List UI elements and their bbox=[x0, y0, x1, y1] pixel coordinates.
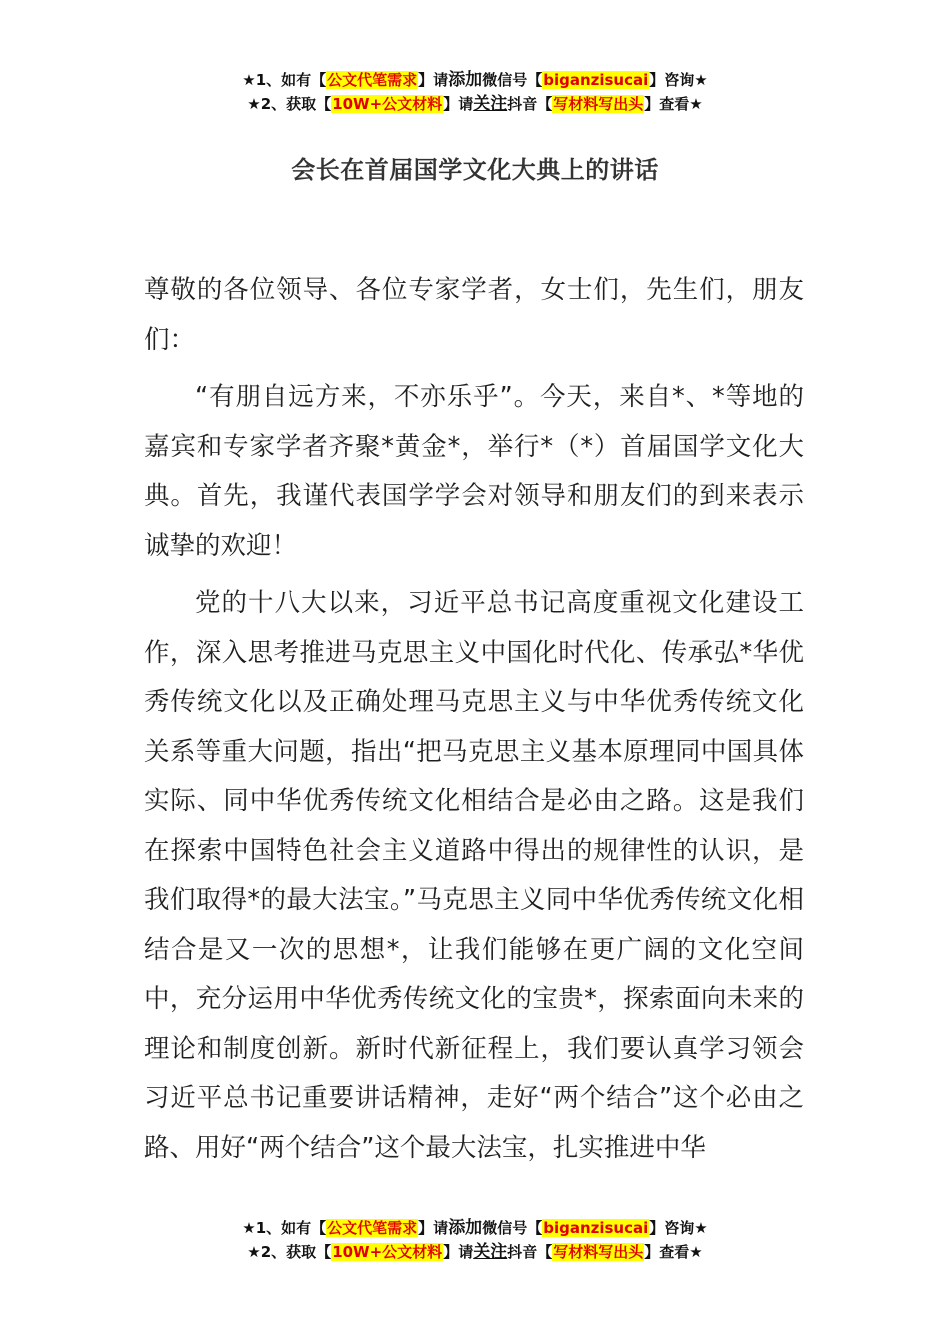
banner-emphasis: 添加 bbox=[448, 70, 483, 90]
highlight-wechat-id: biganzisucai bbox=[543, 1219, 649, 1237]
document-title: 会长在首届国学文化大典上的讲话 bbox=[291, 156, 659, 184]
paragraph-welcome: “有朋自远方来，不亦乐乎”。今天，来自*、*等地的嘉宾和专家学者齐聚*黄金*，举行*（*）首届国学文化大典。首先，我谨代表国学学会对领导和朋友们的到来表示诚挚的欢迎！ bbox=[144, 382, 804, 561]
banner-text: 微信号【 bbox=[482, 71, 543, 89]
footer-banner bbox=[0, 1216, 950, 1264]
paragraph-main: 党的十八大以来，习近平总书记高度重视文化建设工作，深入思考推进马克思主义中国化时代化、传承弘*华优秀传统文化以及正确处理马克思主义与中华优秀传统文化关系等重大问题，指出“把马克思主义基本原理同中国具体实际、同中华优秀传统文化相结合是必由之路。这是我们在探索中国特色社会主义道路中得出的规律性的认识，是我们取得*的最大法宝。”马克思主义同中华优秀传统文化相结合是又一次的思想*，让我们能够在更广阔的文化空间中，充分运用中华优秀传统文化的宝贵*，探索面向未来的理论和制度创新。新时代新征程上，我们要认真学习领会习近平总书记重要讲话精神，走好“两个结合”这个必由之路、用好“两个结合”这个最大法宝，扎实推进中华 bbox=[144, 588, 804, 1163]
star-icon: ★ bbox=[689, 1243, 703, 1261]
star-icon: ★ bbox=[247, 1243, 261, 1261]
highlight-materials: 10W+公文材料 bbox=[332, 1243, 443, 1261]
banner-text: 1、如有【 bbox=[255, 71, 327, 89]
banner-text: 】请 bbox=[443, 95, 474, 113]
star-icon: ★ bbox=[689, 95, 703, 113]
banner-line-2 bbox=[0, 92, 950, 116]
banner-line-2 bbox=[0, 1240, 950, 1264]
star-icon: ★ bbox=[694, 1219, 708, 1237]
highlight-materials: 10W+公文材料 bbox=[332, 95, 443, 113]
highlight-wechat-id: biganzisucai bbox=[543, 71, 649, 89]
banner-emphasis: 添加 bbox=[448, 1218, 483, 1238]
star-icon: ★ bbox=[242, 1219, 256, 1237]
highlight-service: 公文代笔需求 bbox=[327, 1219, 418, 1237]
banner-text: 抖音【 bbox=[507, 1243, 553, 1261]
highlight-service: 公文代笔需求 bbox=[327, 71, 418, 89]
banner-emphasis: 关注 bbox=[473, 94, 508, 114]
highlight-douyin-id: 写材料写出头 bbox=[553, 95, 644, 113]
banner-line-1 bbox=[0, 1216, 950, 1240]
banner-text: 2、获取【 bbox=[260, 95, 332, 113]
star-icon: ★ bbox=[247, 95, 261, 113]
star-icon: ★ bbox=[694, 71, 708, 89]
banner-text: 抖音【 bbox=[507, 95, 553, 113]
banner-text: 】请 bbox=[418, 1219, 449, 1237]
banner-text: 1、如有【 bbox=[255, 1219, 327, 1237]
banner-emphasis: 关注 bbox=[473, 1242, 508, 1262]
banner-text: 】查看 bbox=[644, 95, 690, 113]
banner-text: 】请 bbox=[443, 1243, 474, 1261]
banner-text: 】咨询 bbox=[649, 71, 695, 89]
document-body bbox=[144, 266, 804, 1181]
banner-text: 】请 bbox=[418, 71, 449, 89]
banner-line-1 bbox=[0, 68, 950, 92]
star-icon: ★ bbox=[242, 71, 256, 89]
banner-text: 】查看 bbox=[644, 1243, 690, 1261]
highlight-douyin-id: 写材料写出头 bbox=[553, 1243, 644, 1261]
banner-text: 】咨询 bbox=[649, 1219, 695, 1237]
banner-text: 微信号【 bbox=[482, 1219, 543, 1237]
banner-text: 2、获取【 bbox=[260, 1243, 332, 1261]
header-banner bbox=[0, 68, 950, 116]
paragraph-salutation: 尊敬的各位领导、各位专家学者，女士们，先生们，朋友们： bbox=[144, 275, 804, 355]
